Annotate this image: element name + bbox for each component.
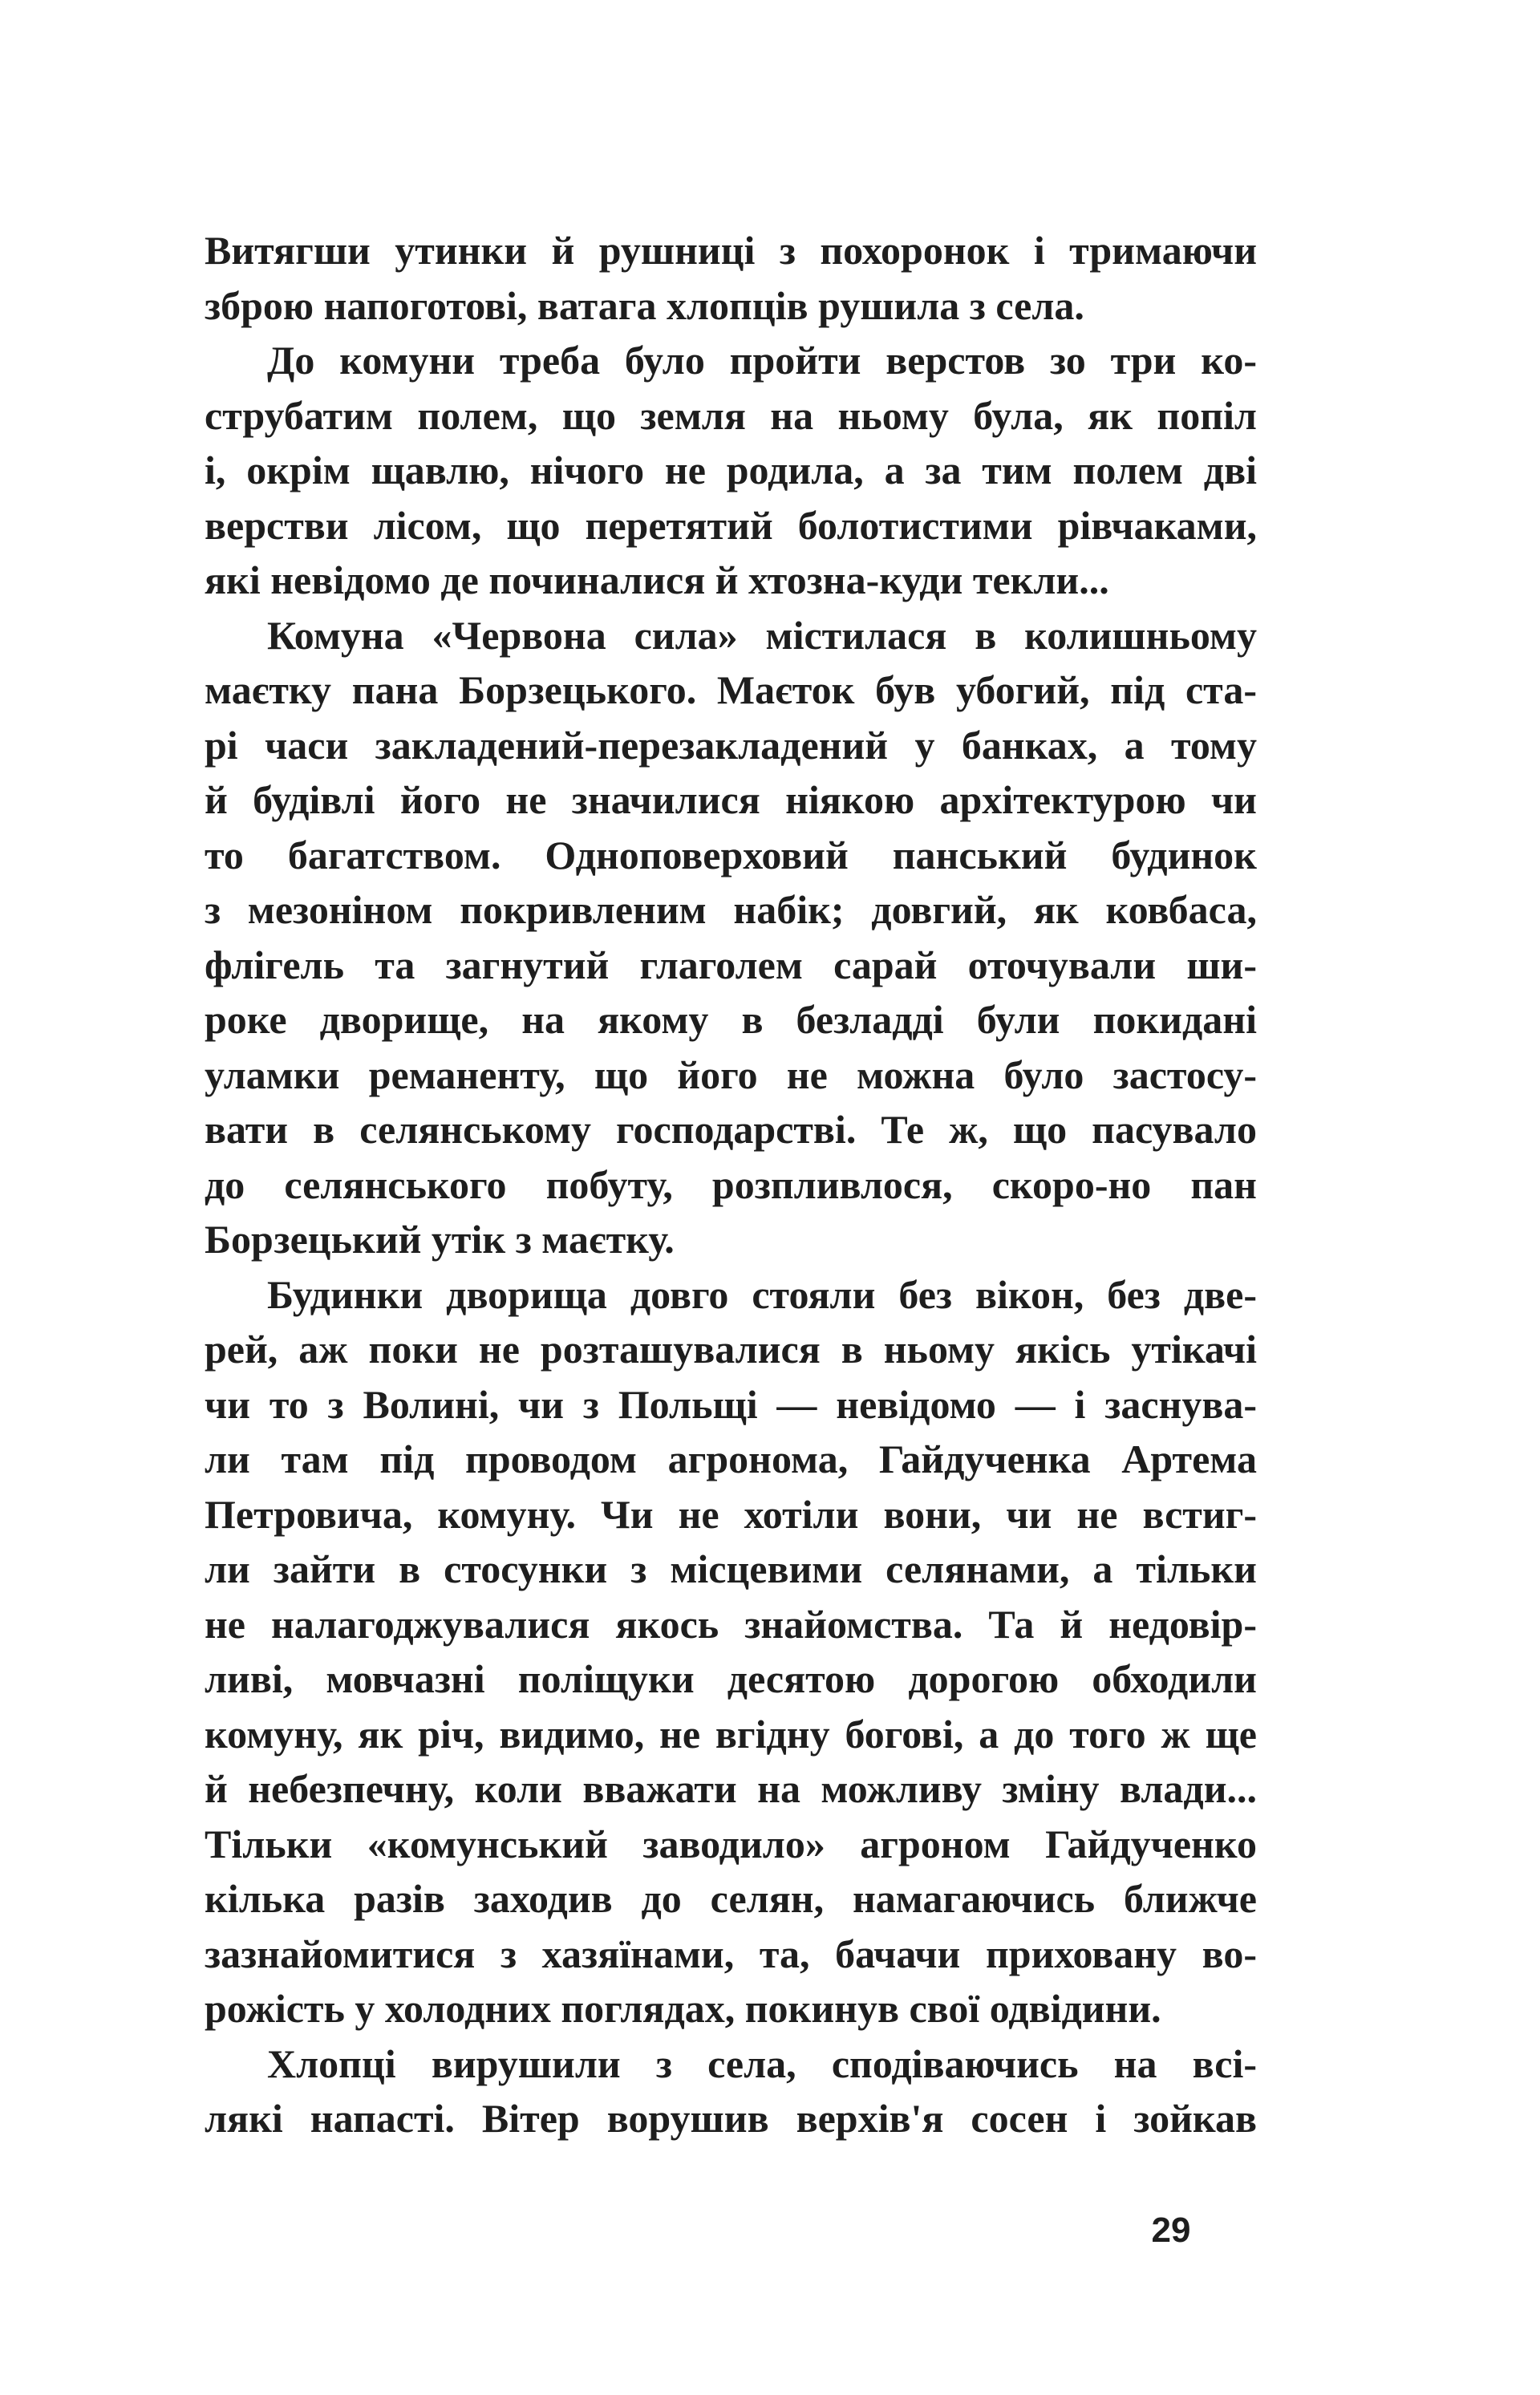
text-line: комуну, як річ, видимо, не вгідну богові, а до того ж ще [205, 1711, 1257, 1757]
text-line: Комуна «Червона сила» містилася в колишньому [267, 612, 1257, 658]
text-line: вати в селянському господарстві. Те ж, що пасувало [205, 1107, 1257, 1152]
text-line: роке дворище, на якому в безладді були покидані [205, 997, 1257, 1042]
text-line: Петровича, комуну. Чи не хотіли вони, чи не встиг- [205, 1491, 1257, 1537]
text-line: зазнайомитися з хазяїнами, та, бачачи приховану во- [205, 1931, 1257, 1976]
text-line: ливі, мовчазні поліщуки десятою дорогою обходили [205, 1656, 1257, 1701]
text-line: лякі напасті. Вітер ворушив верхів'я сосен і зойкав [205, 2096, 1257, 2141]
text-line: й будівлі його не значилися ніякою архітектурою чи [205, 777, 1257, 822]
text-line: які невідомо де починалися й хтозна-куди текли... [205, 557, 1109, 602]
paragraph [205, 333, 1257, 608]
page-number: 29 [1151, 2211, 1191, 2250]
text-line: то багатством. Одноповерховий панський будинок [205, 832, 1257, 877]
text-line: ли там під проводом агронома, Гайдученка Артема [205, 1437, 1257, 1481]
text-line: рожість у холодних поглядах, покинув свої одвідини. [205, 1986, 1161, 2031]
text-line: уламки реманенту, що його не можна було застосу- [205, 1052, 1257, 1097]
paragraph [205, 1267, 1257, 2036]
text-line: не налагоджувалися якось знайомства. Та й недовір- [205, 1601, 1257, 1647]
text-line: До комуни треба було пройти верстов зо три ко- [267, 338, 1257, 383]
text-line: зброю напоготові, ватага хлопців рушила з села. [205, 282, 1084, 328]
text-line: і, окрім щавлю, нічого не родила, а за тим полем дві [205, 448, 1257, 492]
paragraph [205, 223, 1257, 333]
paragraph [205, 608, 1257, 1267]
text-line: маєтку пана Борзецького. Маєток був убогий, під ста- [205, 667, 1257, 712]
text-line: рі часи закладений-перезакладений у банках, а тому [205, 722, 1257, 768]
text-line: Хлопці вирушили з села, сподіваючись на всі- [267, 2040, 1257, 2086]
text-line: кілька разів заходив до селян, намагаючись ближче [205, 1876, 1257, 1921]
text-line: з мезоніном покривленим набік; довгий, як ковбаса, [205, 887, 1257, 932]
text-line: Витягши утинки й рушниці з похоронок і тримаючи [205, 228, 1257, 273]
text-line: рей, аж поки не розташувалися в ньому якісь утікачі [205, 1327, 1257, 1372]
text-line: Борзецький утік з маєтку. [205, 1217, 675, 1262]
text-line: струбатим полем, що земля на ньому була, як попіл [205, 392, 1257, 438]
text-line: й небезпечну, коли вважати на можливу зміну влади... [205, 1766, 1257, 1811]
text-line: верстви лісом, що перетятий болотистими рівчаками, [205, 502, 1257, 548]
text-line: Тільки «комунський заводило» агроном Гайдученко [205, 1821, 1257, 1866]
paragraph [205, 2036, 1257, 2146]
text-line: до селянського побуту, розпливлося, скоро-но пан [205, 1161, 1257, 1207]
text-line: чи то з Волині, чи з Польщі — невідомо — і заснува- [205, 1381, 1257, 1427]
text-line: Будинки дворища довго стояли без вікон, без две- [267, 1271, 1257, 1317]
text-line: флігель та загнутий глаголем сарай оточували ши- [205, 942, 1257, 987]
body-text [205, 223, 1257, 2146]
text-line: ли зайти в стосунки з місцевими селянами, а тільки [205, 1546, 1257, 1591]
